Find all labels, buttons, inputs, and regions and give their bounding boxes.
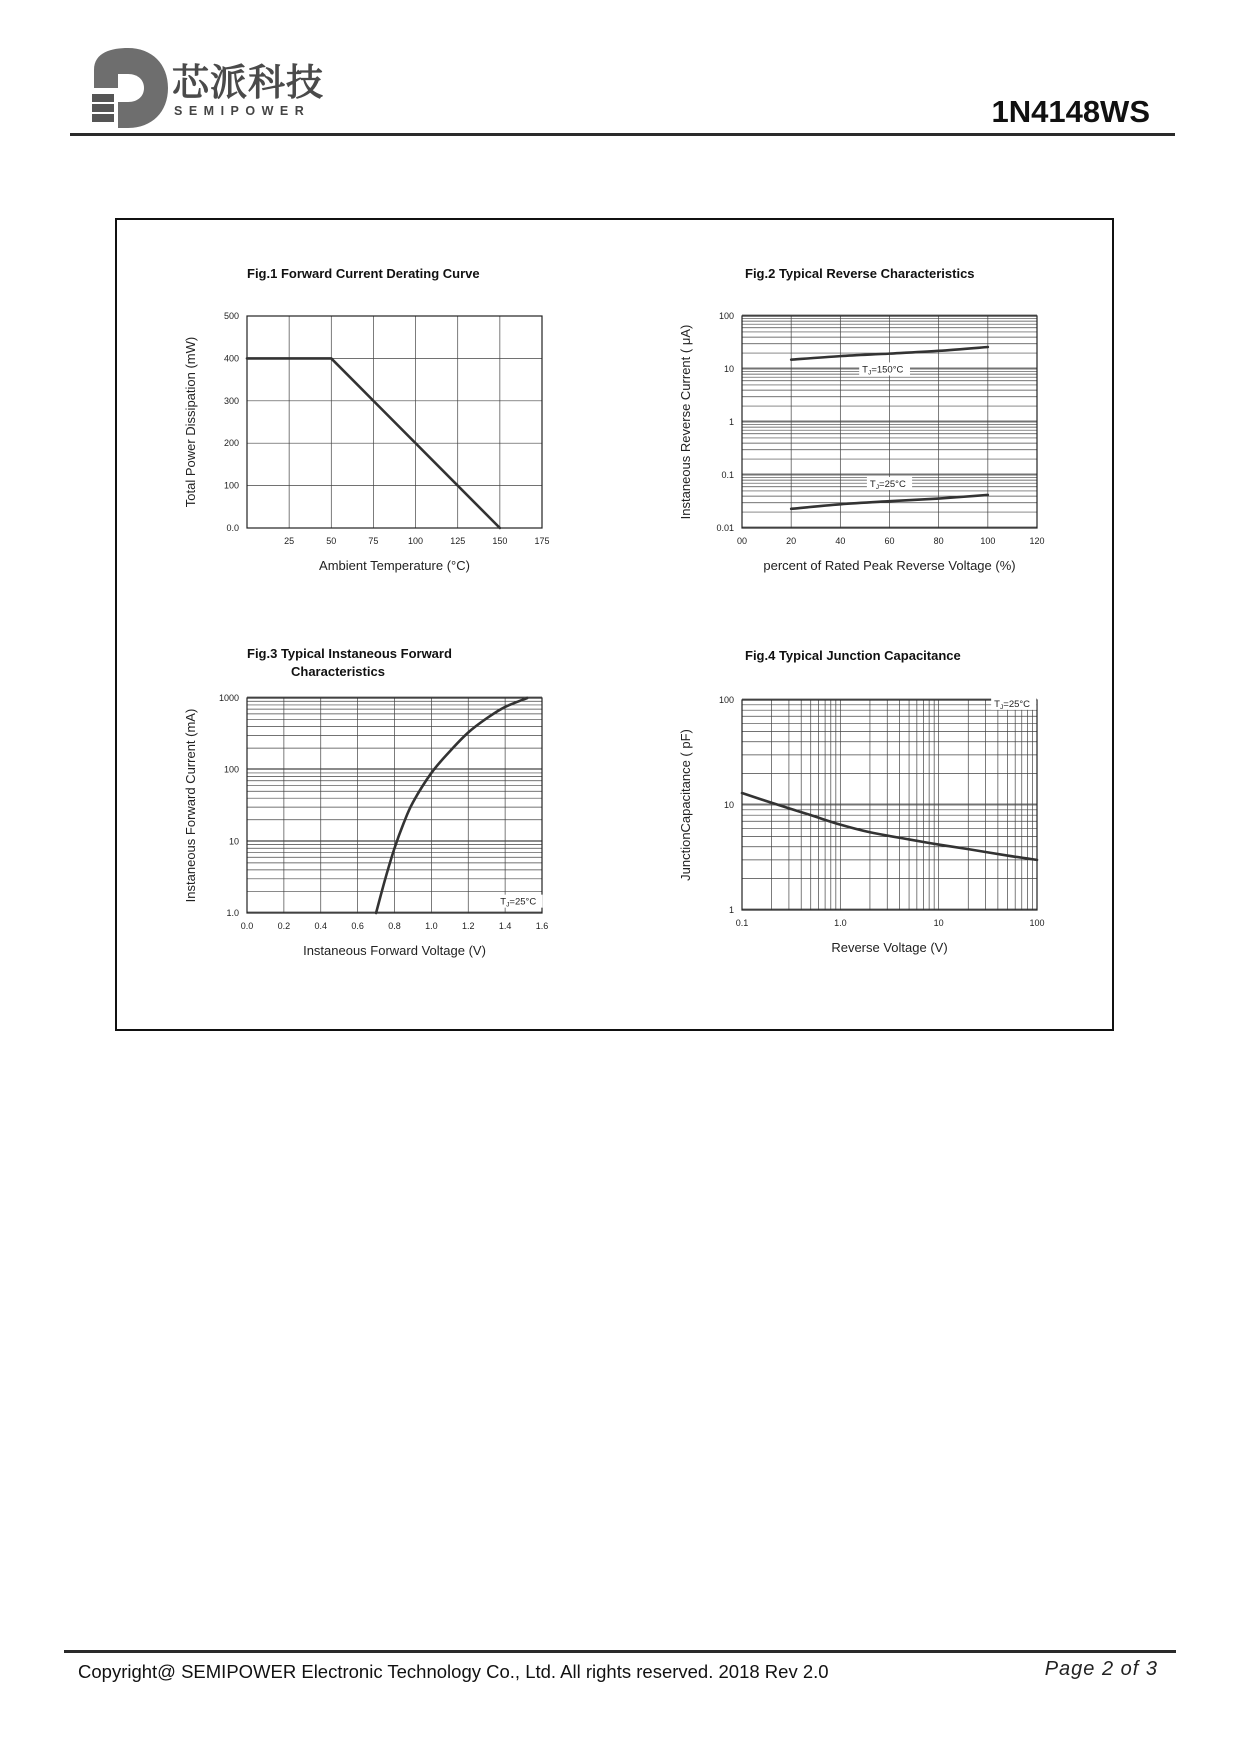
fig1-xtick-label: 100 [408,536,424,546]
fig1-xtick-label: 175 [534,536,550,546]
fig3-xtick-label: 1.2 [461,921,475,931]
fig2-ytick-label: 100 [718,311,734,321]
fig2-chart [617,220,1097,610]
fig3-ytick-label: 10 [228,836,239,847]
figures-frame [115,218,1114,1031]
fig2-ytick-label: 0.1 [721,470,734,480]
fig4-ytick-label: 10 [723,800,734,810]
fig3-grid [247,697,542,913]
fig1-ytick-label: 0.0 [226,523,239,533]
fig4-title: Fig.4 Typical Junction Capacitance [745,648,961,663]
fig2-ytick-label: 1 [728,417,734,427]
fig4-grid [742,699,1037,910]
fig3-xtick-label: 1.6 [535,921,549,931]
fig4-ytick-label: 1 [728,905,734,915]
fig4-series-0 [742,793,1037,860]
fig1-ytick-label: 100 [223,480,239,491]
fig1-xtick-label: 25 [284,536,295,546]
fig3-ytick-label: 100 [223,764,239,775]
fig4-ytick-label: 100 [718,695,734,705]
fig3-xtick-label: 1.4 [498,921,512,931]
fig3-x-axis-label: Instaneous Forward Voltage (V) [303,943,486,958]
fig1-chart [117,220,597,610]
fig1-title: Fig.1 Forward Current Derating Curve [247,266,480,281]
fig4-x-axis-label: Reverse Voltage (V) [831,940,948,955]
logo-mark-icon [88,48,172,128]
fig4-y-axis-label: JunctionCapacitance ( pF) [678,729,693,881]
fig3-xtick-label: 0.6 [351,921,364,931]
fig2-xtick-label: 40 [835,536,846,546]
fig4-annotation: $T_J=25^\circ C$ [994,698,1031,711]
fig2-ytick-label: 10 [723,364,734,374]
fig3-title: Fig.3 Typical Instaneous Forward [247,646,452,661]
fig3-chart [117,600,597,1010]
fig2-xtick-label: 80 [933,536,944,546]
semipower-logo [88,48,338,128]
fig3-y-axis-label: Instaneous Forward Current (mA) [183,708,198,903]
fig1-xtick-label: 125 [450,536,466,546]
fig3-xtick-label: 0.4 [314,921,328,931]
fig3-annotation: $T_J=25^\circ C$ [500,896,537,909]
fig2-grid [742,315,1037,528]
fig1-ytick-label: 300 [223,395,239,406]
fig2-xtick-label: 20 [786,536,797,546]
fig2-y-axis-label: Instaneous Reverse Current ( μA) [678,324,693,520]
fig4-xtick-label: 1.0 [834,918,847,928]
brand-name-en: SEMIPOWER [174,104,311,118]
fig2-annotation: $T_J=25^\circ C$ [869,479,906,492]
part-number: 1N4148WS [991,94,1150,129]
fig3-title-line2: Characteristics [291,664,385,679]
fig3-series-0 [376,698,527,913]
brand-name-cn: 芯派科技 [172,61,324,104]
fig3-xtick-label: 1.0 [425,921,438,931]
fig4-xtick-label: 100 [1029,918,1045,928]
copyright-text: Copyright@ SEMIPOWER Electronic Technology Co., Ltd. All rights reserved. 2018 Rev 2.0 [78,1661,829,1682]
fig2-xtick-label: 00 [736,536,748,546]
fig1-xtick-label: 50 [326,536,337,546]
fig1-xtick-label: 75 [368,536,379,546]
fig1-ytick-label: 400 [223,353,239,364]
fig1-y-axis-label: Total Power Dissipation (mW) [183,336,198,508]
fig3-ytick-label: 1.0 [226,908,239,918]
fig1-ytick-label: 200 [223,438,239,449]
page-number: Page 2 of 3 [1044,1658,1158,1680]
fig3-xtick-label: 0.0 [240,921,254,931]
fig1-xtick-label: 150 [492,536,508,546]
fig3-xtick-label: 0.2 [277,921,291,931]
fig2-annotation: $T_J=150^\circ C$ [862,364,904,377]
fig2-xtick-label: 100 [980,536,996,546]
fig2-xtick-label: 60 [884,536,895,546]
fig1-ytick-label: 500 [223,311,239,321]
fig2-ytick-label: 0.01 [716,523,734,533]
fig2-title: Fig.2 Typical Reverse Characteristics [745,266,975,281]
header-divider [70,133,1175,136]
fig4-xtick-label: 0.1 [735,918,749,928]
fig4-xtick-label: 10 [933,918,944,928]
fig2-x-axis-label: percent of Rated Peak Reverse Voltage (%) [763,558,1016,573]
footer-divider [64,1650,1176,1653]
fig3-ytick-label: 1000 [218,693,239,703]
fig3-xtick-label: 0.8 [388,921,401,931]
fig4-chart [617,600,1097,1010]
fig2-xtick-label: 120 [1029,536,1045,546]
fig1-x-axis-label: Ambient Temperature (°C) [319,558,470,573]
